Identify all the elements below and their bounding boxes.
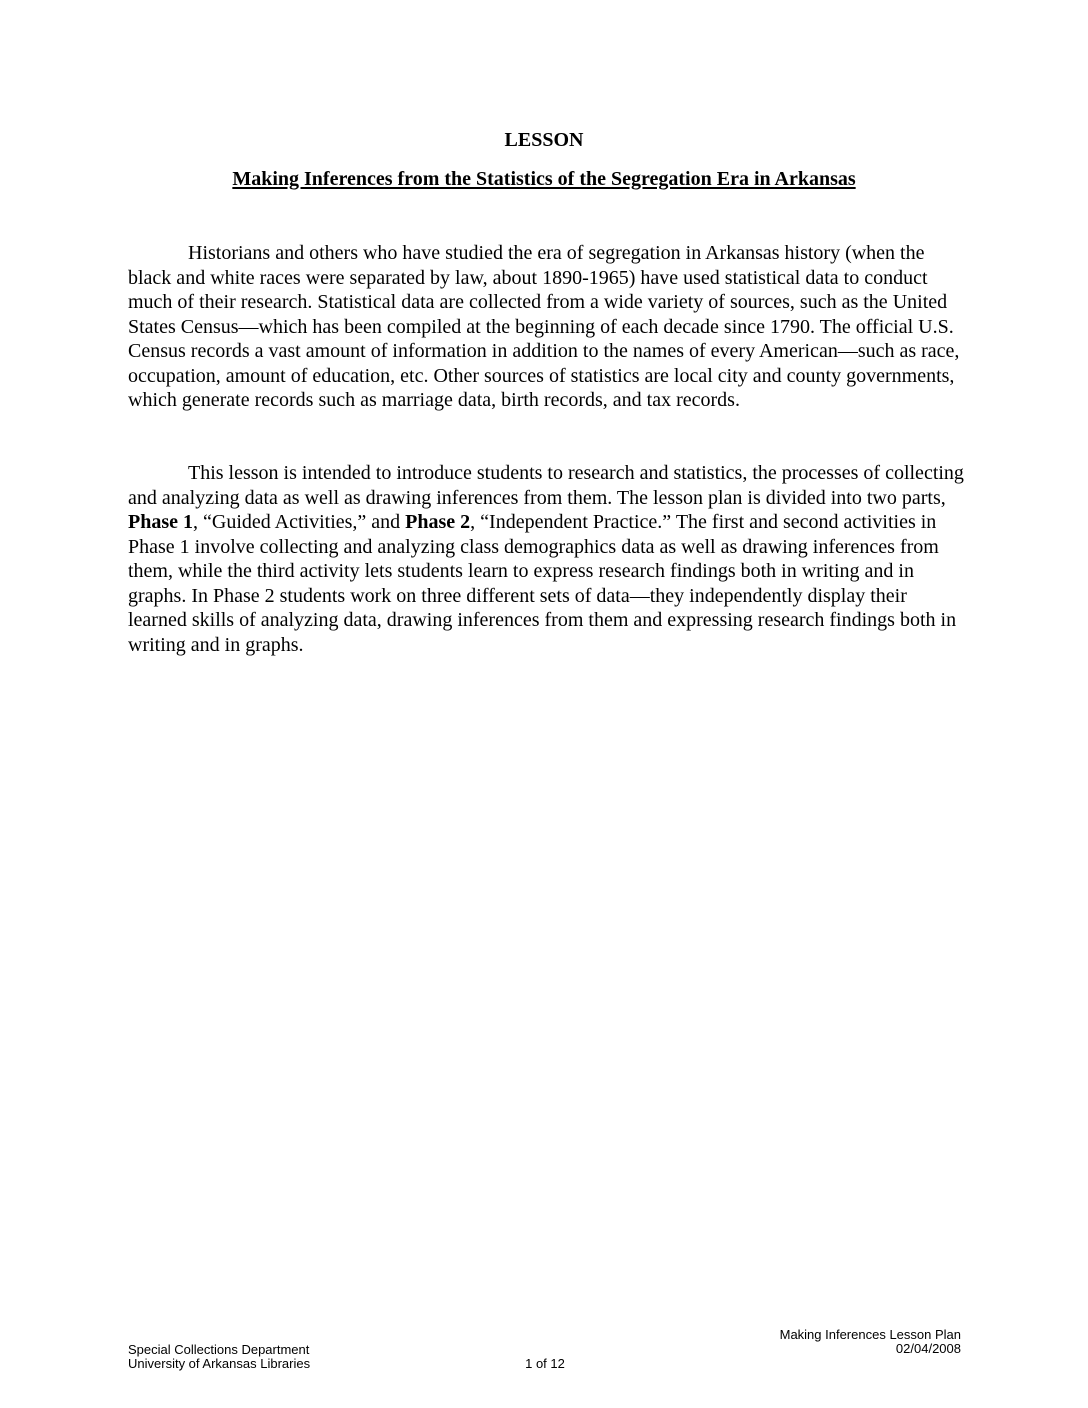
page-heading: LESSON — [504, 129, 584, 151]
footer-right — [780, 1328, 961, 1356]
phase-1-label: Phase 1 — [128, 511, 193, 533]
paragraph-overview-text-3: , “Independent Practice.” The first and second activities in Phase 1 involve collecting and analyzing class demographics data as well as drawing inferences from them, while the third activity lets students learn to express research findings both in writing and in graphs. In Phase 2 students work on three different sets of data—they independently display their learned skills of analyzing data, drawing inferences from them and expressing research findings both in writing and in graphs. — [128, 511, 957, 656]
paragraph-intro-text: Historians and others who have studied the era of segregation in Arkansas history (when the black and white races were separated by law, about 1890-1965) have used statistical data to conduct much of their research. Statistical data are collected from a wide variety of sources, such as the United States Census—which has been compiled at the beginning of each decade since 1790. The official U.S. Census records a vast amount of information in addition to the names of every American—such as race, occupation, amount of education, etc. Other sources of statistics are local city and county governments, which generate records such as marriage data, birth records, and tax records. — [128, 242, 960, 411]
footer-left — [128, 1343, 310, 1371]
footer-page-number: 1 of 12 — [525, 1356, 565, 1371]
paragraph-overview-text-1: This lesson is intended to introduce students to research and statistics, the processes of collecting and analyzing data as well as drawing inferences from them. The lesson plan is divided into two parts, — [128, 462, 964, 509]
paragraph-overview-text-2: , “Guided Activities,” and — [193, 511, 406, 533]
paragraph-lesson-overview — [128, 461, 968, 657]
footer-date: 02/04/2008 — [895, 1341, 961, 1356]
footer-library: University of Arkansas Libraries — [128, 1356, 311, 1371]
footer-doc-name: Making Inferences Lesson Plan — [779, 1327, 961, 1342]
phase-2-label: Phase 2 — [405, 511, 471, 533]
paragraph-intro — [128, 241, 968, 413]
footer-department: Special Collections Department — [128, 1342, 310, 1357]
page-title: Making Inferences from the Statistics of the Segregation Era in Arkansas — [232, 168, 856, 190]
